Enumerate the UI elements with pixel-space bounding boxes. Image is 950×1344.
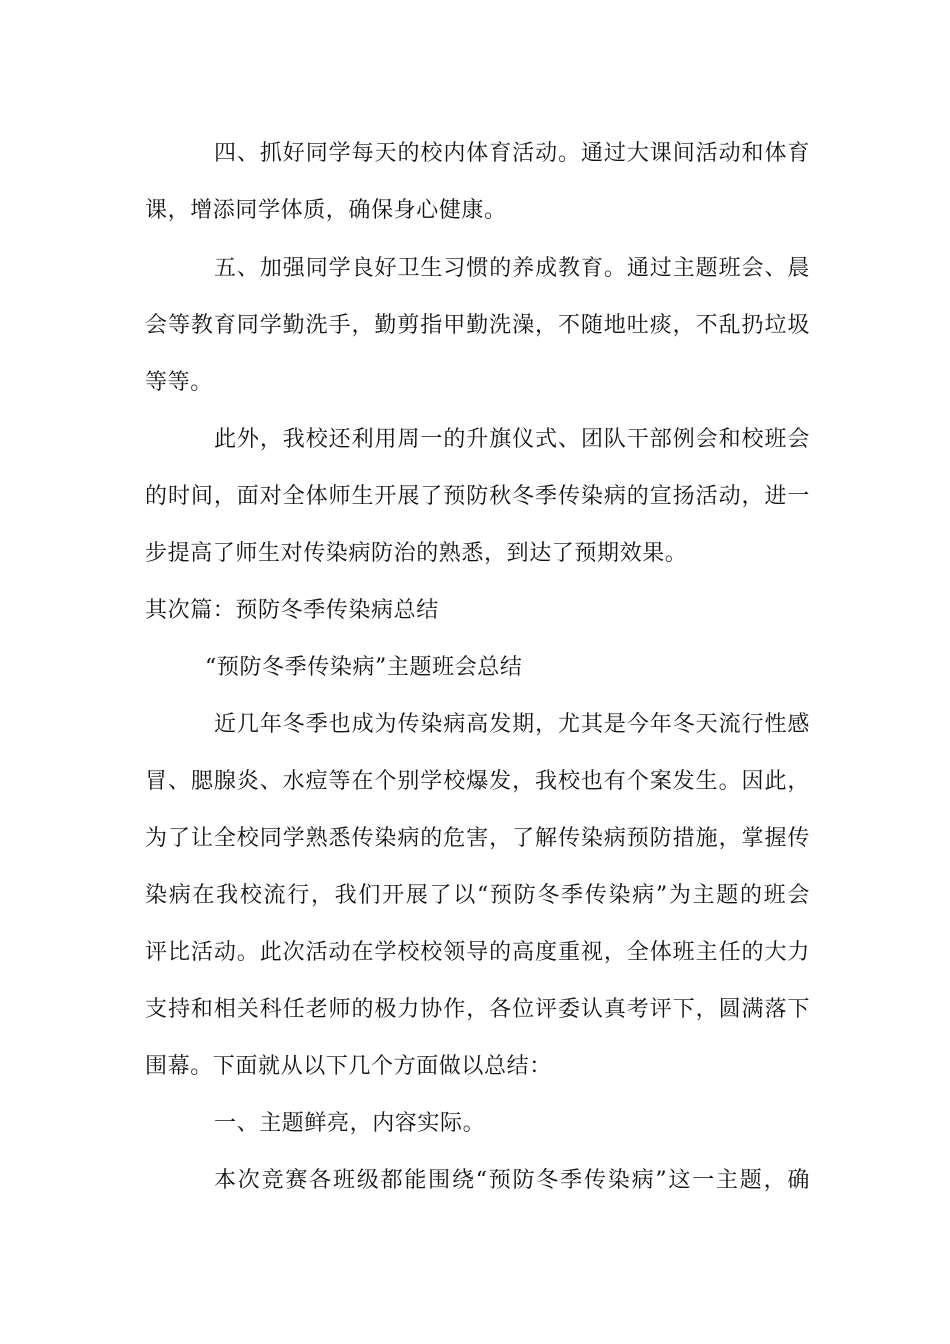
paragraph-4-line-1: 四、抓好同学每天的校内体育活动。通过大课间活动和体育: [214, 141, 810, 166]
paragraph-extra-line-2: 的时间，面对全体师生开展了预防秋冬季传染病的宣扬活动，进一: [145, 484, 810, 509]
body-line-7: 围幕。下面就从以下几个方面做以总结：: [145, 1054, 552, 1079]
paragraph-5-line-3: 等等。: [145, 370, 213, 395]
paragraph-extra-line-1: 此外，我校还利用周一的升旗仪式、团队干部例会和校班会: [214, 427, 810, 452]
subtitle: “预防冬季传染病”主题班会总结: [205, 655, 523, 680]
body-line-4: 染病在我校流行，我们开展了以“预防冬季传染病”为主题的班会: [145, 883, 810, 908]
body-line-2: 冒、腮腺炎、水痘等在个别学校爆发，我校也有个案发生。因此，: [145, 769, 810, 794]
paragraph-extra-line-3: 步提高了师生对传染病防治的熟悉，到达了预期效果。: [145, 541, 688, 566]
point-one-heading: 一、主题鲜亮，内容实际。: [214, 1111, 486, 1136]
paragraph-5-line-1: 五、加强同学良好卫生习惯的养成教育。通过主题班会、晨: [214, 256, 810, 281]
paragraph-4-line-2: 课，增添同学体质，确保身心健康。: [145, 198, 507, 223]
body-line-6: 支持和相关科任老师的极力协作，各位评委认真考评下，圆满落下: [145, 997, 810, 1022]
point-one-text-line-1: 本次竞赛各班级都能围绕“预防冬季传染病”这一主题，确: [214, 1168, 810, 1193]
body-line-5: 评比活动。此次活动在学校校领导的高度重视，全体班主任的大力: [145, 940, 810, 965]
body-line-3: 为了让全校同学熟悉传染病的危害，了解传染病预防措施，掌握传: [145, 826, 810, 851]
body-line-1: 近几年冬季也成为传染病高发期，尤其是今年冬天流行性感: [214, 712, 810, 737]
paragraph-5-line-2: 会等教育同学勤洗手，勤剪指甲勤洗澡，不随地吐痰，不乱扔垃圾: [145, 313, 810, 338]
section-heading: 其次篇：预防冬季传染病总结: [145, 598, 439, 623]
